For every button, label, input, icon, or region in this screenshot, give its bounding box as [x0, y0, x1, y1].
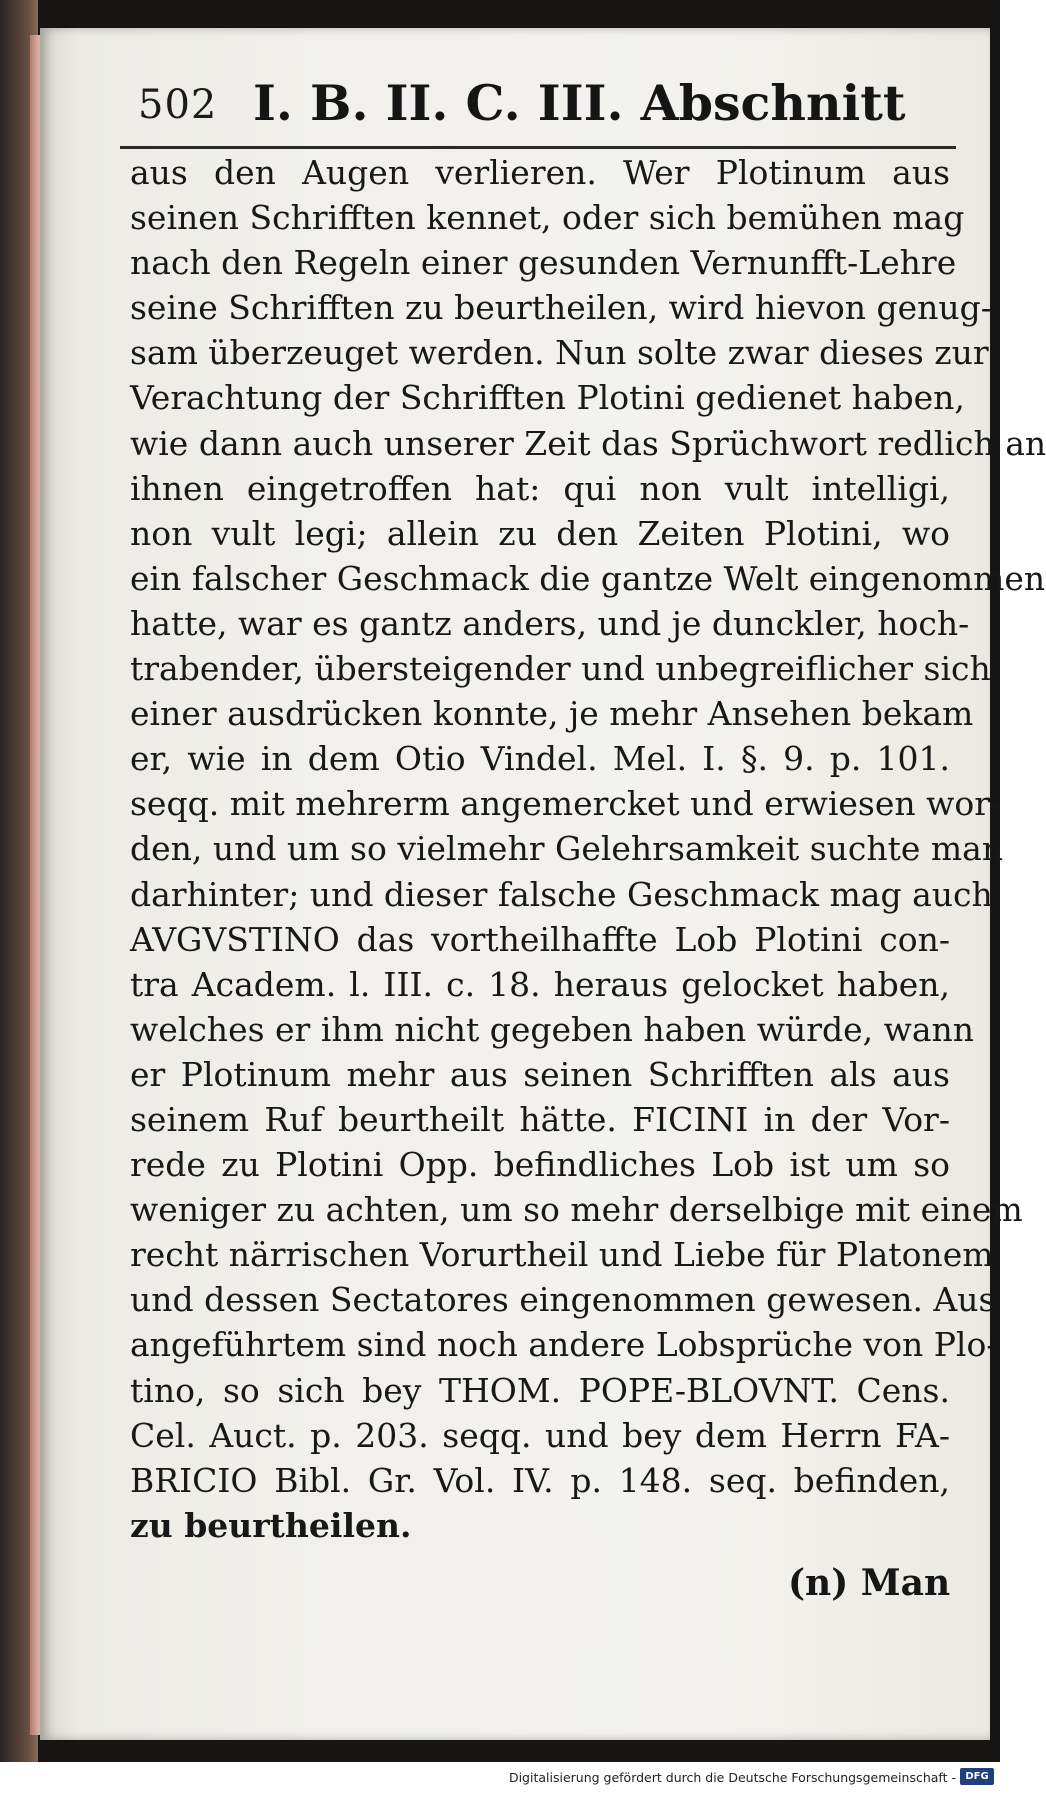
- text-line: seine Schrifften zu beurtheilen, wird hievon genug-: [130, 288, 992, 328]
- dfg-logo-icon: DFG: [960, 1768, 994, 1785]
- text-line: AVGVSTINO das vortheilhaffte Lob Plotini con-: [130, 919, 950, 959]
- text-line: seinen Schrifften kennet, oder sich bemühen mag: [130, 198, 965, 238]
- text-line: non vult legi; allein zu den Zeiten Plotini, wo: [130, 513, 950, 553]
- text-line: rede zu Plotini Opp. befindliches Lob ist um so: [130, 1145, 950, 1185]
- text-line: aus den Augen verlieren. Wer Plotinum aus: [130, 153, 950, 192]
- page-number: 502: [138, 82, 218, 128]
- text-line: er Plotinum mehr aus seinen Schrifften als aus: [130, 1054, 950, 1094]
- body-text: [130, 150, 1046, 1548]
- funding-credit: Digitalisierung gefördert durch die Deutsche Forschungsgemeinschaft -: [508, 1770, 956, 1785]
- text-line: welches er ihm nicht gegeben haben würde, wann: [130, 1009, 975, 1049]
- text-line: tra Academ. l. III. c. 18. heraus gelocket haben,: [130, 964, 950, 1004]
- page-header: [98, 62, 958, 142]
- header-rule: [120, 146, 956, 149]
- text-line: und dessen Sectatores eingenommen gewesen. Aus: [130, 1280, 996, 1320]
- text-line: ein falscher Geschmack die gantze Welt eingenommen: [130, 558, 1046, 598]
- text-line: er, wie in dem Otio Vindel. Mel. I. §. 9. p. 101.: [130, 739, 950, 779]
- text-line: wie dann auch unserer Zeit das Sprüchwort redlich an: [130, 423, 1046, 463]
- running-head: I. B. II. C. III. Abschnitt: [253, 74, 906, 132]
- text-line: trabender, übersteigender und unbegreiflicher sich: [130, 649, 991, 689]
- text-line: seqq. mit mehrerm angemercket und erwiesen wor-: [130, 784, 1002, 824]
- text-line: den, und um so vielmehr Gelehrsamkeit suchte man: [130, 829, 1004, 869]
- text-line: tino, so sich bey THOM. POPE-BLOVNT. Cens.: [130, 1370, 950, 1410]
- text-line: seinem Ruf beurtheilt hätte. FICINI in der Vor-: [130, 1099, 950, 1139]
- text-line: zu beurtheilen.: [130, 1505, 412, 1545]
- text-line: hatte, war es gantz anders, und je dunckler, hoch-: [130, 603, 970, 643]
- text-line: darhinter; und dieser falsche Geschmack mag auch: [130, 874, 993, 914]
- text-line: weniger zu achten, um so mehr derselbige mit einem: [130, 1190, 1023, 1230]
- text-line: Verachtung der Schrifften Plotini gedienet haben,: [130, 378, 965, 418]
- catchword: (n) Man: [788, 1562, 951, 1604]
- text-line: ihnen eingetroffen hat: qui non vult intelligi,: [130, 468, 950, 508]
- text-line: recht närrischen Vorurtheil und Liebe für Platonem: [130, 1235, 994, 1275]
- text-line: sam überzeuget werden. Nun solte zwar dieses zur: [130, 333, 989, 373]
- text-line: BRICIO Bibl. Gr. Vol. IV. p. 148. seq. befinden,: [130, 1460, 950, 1500]
- text-line: einer ausdrücken konnte, je mehr Ansehen bekam: [130, 694, 974, 734]
- footer-band: [0, 1762, 1000, 1795]
- text-line: Cel. Auct. p. 203. seqq. und bey dem Herrn FA-: [130, 1415, 950, 1455]
- text-line: nach den Regeln einer gesunden Vernunfft-Lehre: [130, 243, 957, 283]
- text-line: angeführtem sind noch andere Lobsprüche von Plo-: [130, 1325, 998, 1365]
